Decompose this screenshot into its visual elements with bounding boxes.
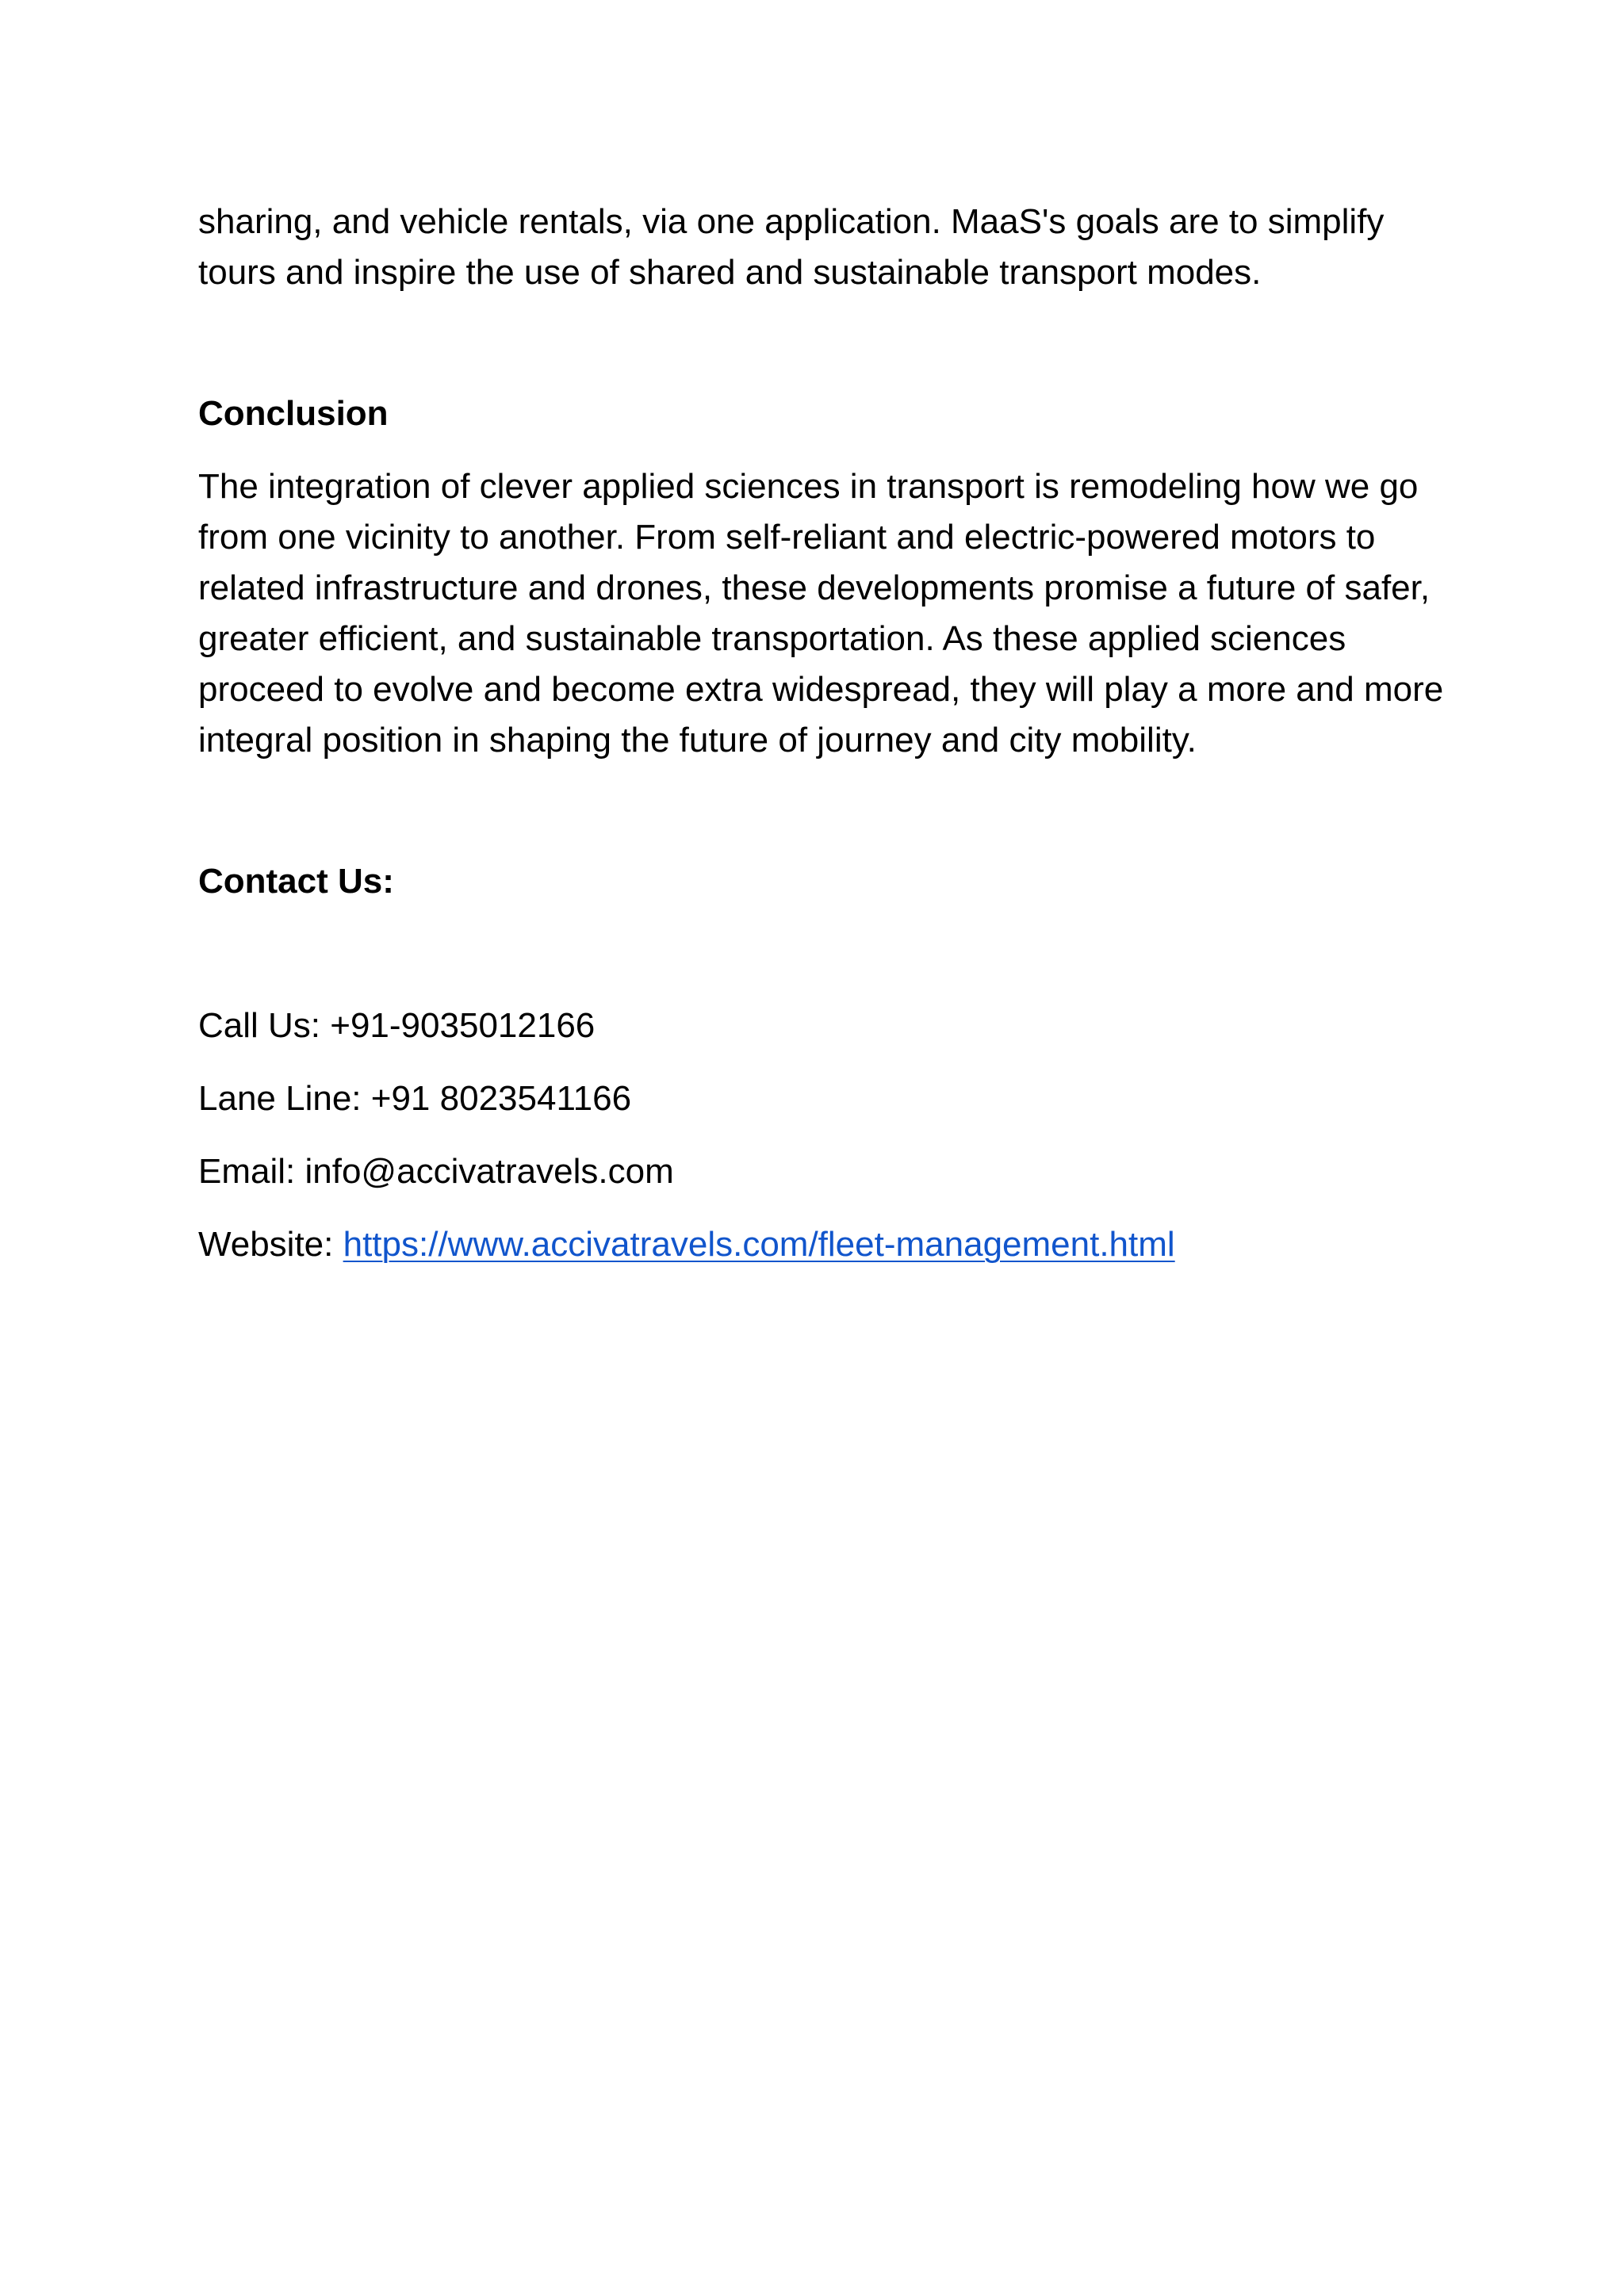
call-label: Call Us: — [198, 1006, 321, 1045]
document-page — [198, 197, 1451, 1270]
contact-website-line — [198, 1219, 1451, 1270]
website-link[interactable]: https://www.accivatravels.com/fleet-management.html — [343, 1225, 1175, 1264]
conclusion-heading: Conclusion — [198, 394, 389, 433]
conclusion-paragraph: The integration of clever applied sciences in transport is remodeling how we go from one vicinity to another. From self-reliant and electric-powered motors to related infrastructure and drones, these developments promise a future of safer, greater efficient, and sustainable transportation. As these applied sciences proceed to evolve and become extra widespread, they will play a more and more integral position in shaping the future of journey and city mobility. — [198, 467, 1444, 760]
website-label: Website: — [198, 1225, 334, 1264]
email-value: info@accivatravels.com — [304, 1152, 674, 1191]
landline-label: Lane Line: — [198, 1079, 362, 1118]
intro-continuation-paragraph: sharing, and vehicle rentals, via one application. MaaS's goals are to simplify tours and inspire the use of shared and sustainable transport modes. — [198, 202, 1385, 292]
email-label: Email: — [198, 1152, 296, 1191]
contact-heading: Contact Us: — [198, 862, 394, 901]
call-value: +91-9035012166 — [330, 1006, 596, 1045]
landline-value: +91 8023541166 — [370, 1079, 632, 1118]
contact-landline-line — [198, 1073, 1451, 1124]
contact-call-line — [198, 1001, 1451, 1051]
contact-email-line — [198, 1146, 1451, 1197]
